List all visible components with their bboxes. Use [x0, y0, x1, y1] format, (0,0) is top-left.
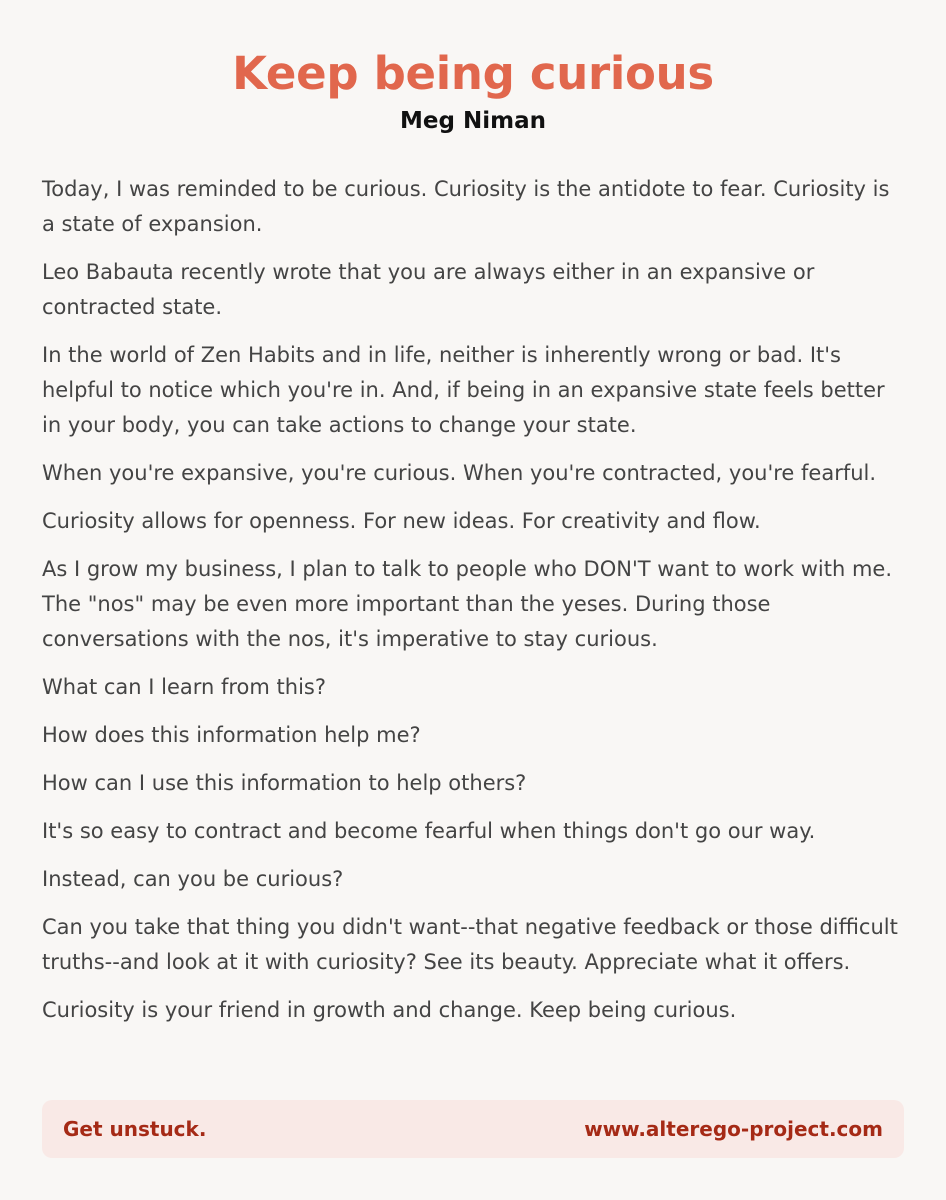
paragraph: Curiosity allows for openness. For new ideas. For creativity and flow. [42, 509, 761, 533]
paragraph: As I grow my business, I plan to talk to people who DON'T want to work with me. The "nos" may be even more important than the yeses. During those conversations with the nos, it's imperative to stay curious. [42, 557, 893, 651]
paragraph: In the world of Zen Habits and in life, neither is inherently wrong or bad. It's helpful to notice which you're in. And, if being in an expansive state feels better in your body, you can take actions to change your state. [42, 343, 885, 437]
footer-banner [42, 1100, 904, 1158]
paragraph: When you're expansive, you're curious. When you're contracted, you're fearful. [42, 461, 877, 485]
paragraph: It's so easy to contract and become fearful when things don't go our way. [42, 819, 816, 843]
author-name: Meg Niman [400, 108, 546, 134]
paragraph: Can you take that thing you didn't want--that negative feedback or those difficult truths--and look at it with curiosity? See its beauty. Appreciate what it offers. [42, 915, 898, 974]
page-title: Keep being curious [232, 47, 714, 100]
header [0, 44, 946, 138]
paragraph: How can I use this information to help others? [42, 771, 527, 795]
footer-tagline: Get unstuck. [63, 1117, 207, 1141]
paragraph: How does this information help me? [42, 723, 421, 747]
paragraph: Curiosity is your friend in growth and change. Keep being curious. [42, 998, 737, 1022]
article-body [42, 172, 904, 1041]
paragraph: Instead, can you be curious? [42, 867, 344, 891]
paragraph: Today, I was reminded to be curious. Curiosity is the antidote to fear. Curiosity is a state of expansion. [42, 177, 890, 236]
paragraph: Leo Babauta recently wrote that you are always either in an expansive or contracted state. [42, 260, 815, 319]
footer-website-link[interactable]: www.alterego-project.com [584, 1117, 883, 1141]
paragraph: What can I learn from this? [42, 675, 327, 699]
